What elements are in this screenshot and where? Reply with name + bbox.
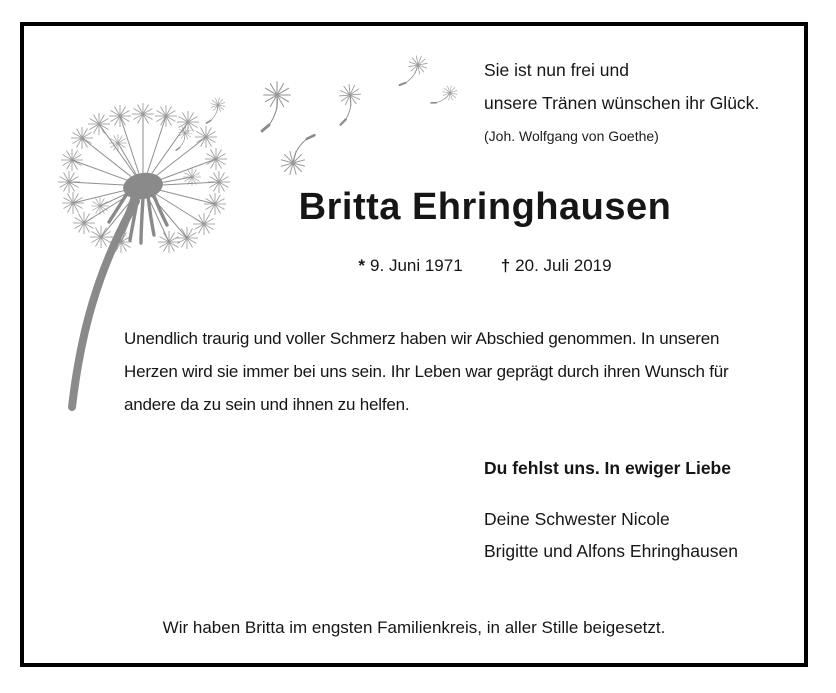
death-cross-symbol: †	[500, 256, 511, 275]
mourner-signatures	[484, 503, 738, 567]
death-date: † 20. Juli 2019	[500, 256, 612, 275]
tribute-line: Herzen wird sie immer bei uns sein. Ihr Leben war geprägt durch ihren Wunsch für	[124, 362, 729, 381]
birth-date: * 9. Juni 1971	[358, 256, 463, 275]
life-dates	[240, 253, 730, 279]
quote-line: unsere Tränen wünschen ihr Glück.	[484, 93, 760, 113]
tribute-line: Unendlich traurig und voller Schmerz haben wir Abschied genommen. In unseren	[124, 329, 720, 348]
signature: Deine Schwester Nicole	[484, 509, 670, 529]
quote-line: Sie ist nun frei und	[484, 60, 629, 80]
farewell-headline: Du fehlst uns. In ewiger Liebe	[484, 458, 731, 478]
deceased-name: Britta Ehringhausen	[298, 186, 672, 228]
signature: Brigitte und Alfons Ehringhausen	[484, 541, 738, 561]
birth-symbol: *	[358, 256, 366, 275]
tribute-text	[124, 322, 728, 421]
quote-attribution: (Joh. Wolfgang von Goethe)	[484, 128, 659, 144]
tribute-line: andere da zu sein und ihnen zu helfen.	[124, 395, 410, 414]
memorial-quote	[484, 54, 759, 149]
burial-notice: Wir haben Britta im engsten Familienkreis, in aller Stille beigesetzt.	[162, 618, 666, 637]
